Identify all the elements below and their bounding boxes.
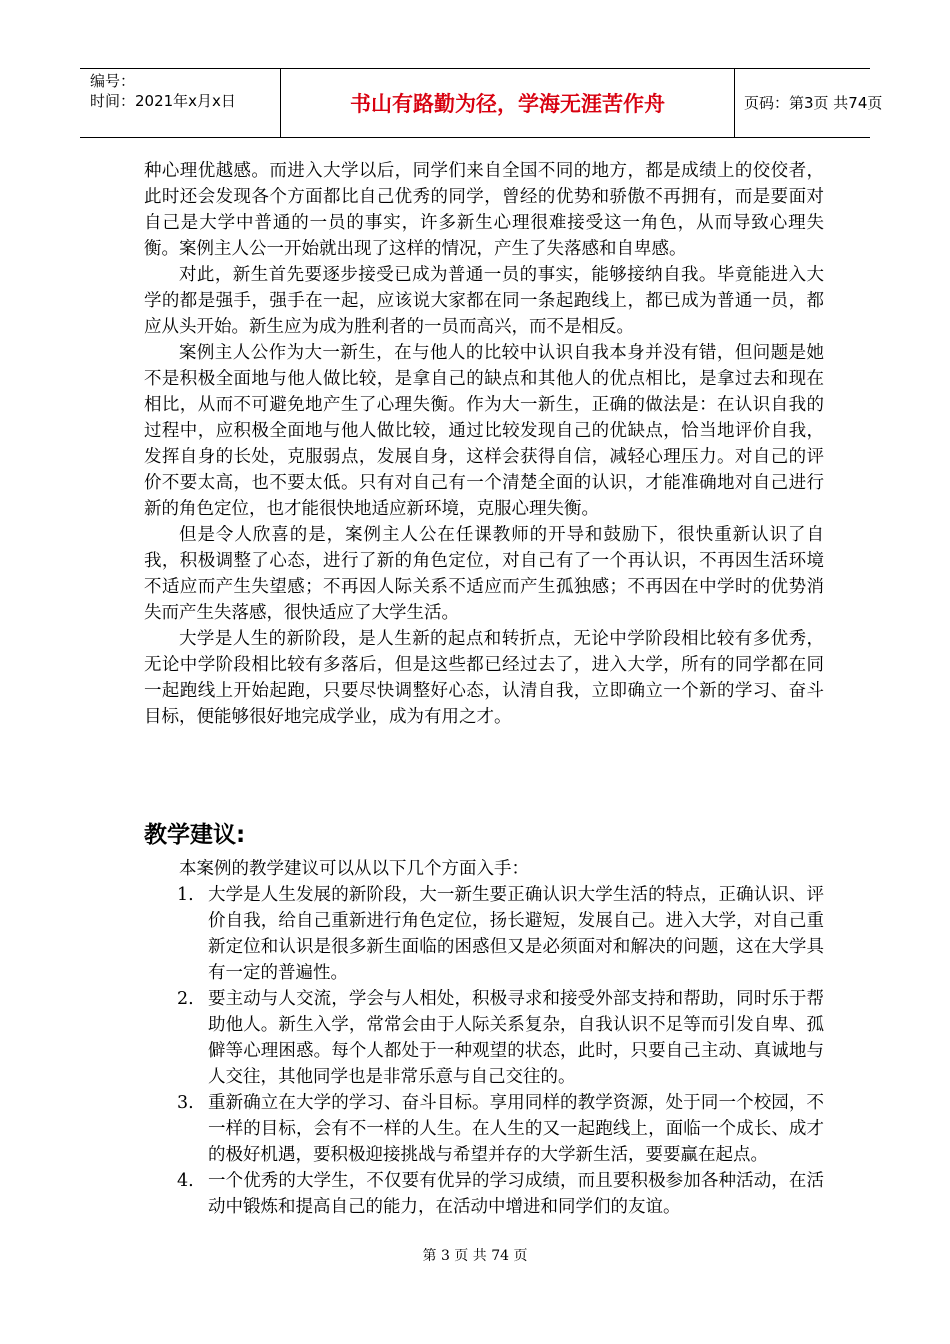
header-page-cell bbox=[734, 69, 883, 137]
paragraph: 但是令人欣喜的是，案例主人公在任课教师的开导和鼓励下，很快重新认识了自我，积极调整了心态，进行了新的角色定位，对自己有了一个再认识，不再因生活环境不适应而产生失望感；不再因人际关系不适应而产生孤独感；不再因在中学时的优势消失而产生失落感，很快适应了大学生活。 bbox=[144, 525, 824, 623]
section-title: 教学建议: bbox=[144, 822, 246, 848]
time-label: 时间：2021年x月x日 bbox=[90, 92, 236, 110]
list-number: 4. bbox=[177, 1171, 194, 1191]
number-label: 编号： bbox=[90, 72, 136, 90]
main-text bbox=[144, 158, 824, 730]
page-header bbox=[80, 68, 883, 138]
paragraph: 大学是人生的新阶段，是人生新的起点和转折点，无论中学阶段相比较有多优秀，无论中学阶段相比较有多落后，但是这些都已经过去了，进入大学，所有的同学都在同一起跑线上开始起跑，只要尽快调整好心态，认清自我，立即确立一个新的学习、奋斗目标，便能够很好地完成学业，成为有用之才。 bbox=[144, 629, 824, 727]
page-label: 页码：第3页 共74页 bbox=[744, 94, 883, 112]
header-meta-cell bbox=[80, 69, 280, 137]
header-motto-cell bbox=[280, 69, 735, 137]
suggestion-list bbox=[144, 856, 824, 1220]
motto-text: 书山有路勤为径，学海无涯苦作舟 bbox=[350, 92, 665, 116]
list-number: 3. bbox=[177, 1093, 194, 1113]
list-text: 要主动与人交流，学会与人相处，积极寻求和接受外部支持和帮助，同时乐于帮助他人。新生入学，常常会由于人际关系复杂，自我认识不足等而引发自卑、孤僻等心理困惑。每个人都处于一种观望的状态，此时，只要自己主动、真诚地与人交往，其他同学也是非常乐意与自己交往的。 bbox=[208, 989, 824, 1087]
list-item bbox=[144, 986, 824, 1090]
list-item bbox=[144, 882, 824, 986]
paragraph: 种心理优越感。而进入大学以后，同学们来自全国不同的地方，都是成绩上的佼佼者，此时还会发现各个方面都比自己优秀的同学，曾经的优势和骄傲不再拥有，而是要面对自己是大学中普通的一员的事实，许多新生心理很难接受这一角色，从而导致心理失衡。案例主人公一开始就出现了这样的情况，产生了失落感和自卑感。 bbox=[144, 161, 824, 259]
list-item bbox=[144, 1168, 824, 1220]
paragraph: 对此，新生首先要逐步接受已成为普通一员的事实，能够接纳自我。毕竟能进入大学的都是强手，强手在一起，应该说大家都在同一条起跑线上，都已成为普通一员，都应从头开始。新生应为成为胜利者的一员而高兴，而不是相反。 bbox=[144, 265, 824, 337]
list-item bbox=[144, 1090, 824, 1168]
list-text: 大学是人生发展的新阶段，大一新生要正确认识大学生活的特点，正确认识、评价自我，给自己重新进行角色定位，扬长避短，发展自己。进入大学，对自己重新定位和认识是很多新生面临的困惑但又是必须面对和解决的问题，这在大学具有一定的普遍性。 bbox=[208, 885, 824, 983]
list-text: 重新确立在大学的学习、奋斗目标。享用同样的教学资源，处于同一个校园，不一样的目标，会有不一样的人生。在人生的又一起跑线上，面临一个成长、成才的极好机遇，要积极迎接挑战与希望并存的大学新生活，要要赢在起点。 bbox=[208, 1093, 824, 1165]
list-number: 2. bbox=[177, 989, 194, 1009]
section-intro: 本案例的教学建议可以从以下几个方面入手： bbox=[179, 859, 529, 879]
paragraph: 案例主人公作为大一新生，在与他人的比较中认识自我本身并没有错，但问题是她不是积极全面地与他人做比较，是拿自己的缺点和其他人的优点相比，是拿过去和现在相比，从而不可避免地产生了心理失衡。作为大一新生，正确的做法是：在认识自我的过程中，应积极全面地与他人做比较，通过比较发现自己的优缺点，恰当地评价自我，发挥自身的长处，克服弱点，发展自身，这样会获得自信，减轻心理压力。对自己的评价不要太高，也不要太低。只有对自己有一个清楚全面的认识，才能准确地对自己进行新的角色定位，也才能很快地适应新环境，克服心理失衡。 bbox=[144, 343, 824, 519]
page-footer: 第 3 页 共 74 页 bbox=[422, 1248, 528, 1264]
list-text: 一个优秀的大学生，不仅要有优异的学习成绩，而且要积极参加各种活动，在活动中锻炼和提高自己的能力，在活动中增进和同学们的友谊。 bbox=[208, 1171, 824, 1217]
list-number: 1. bbox=[177, 885, 194, 905]
